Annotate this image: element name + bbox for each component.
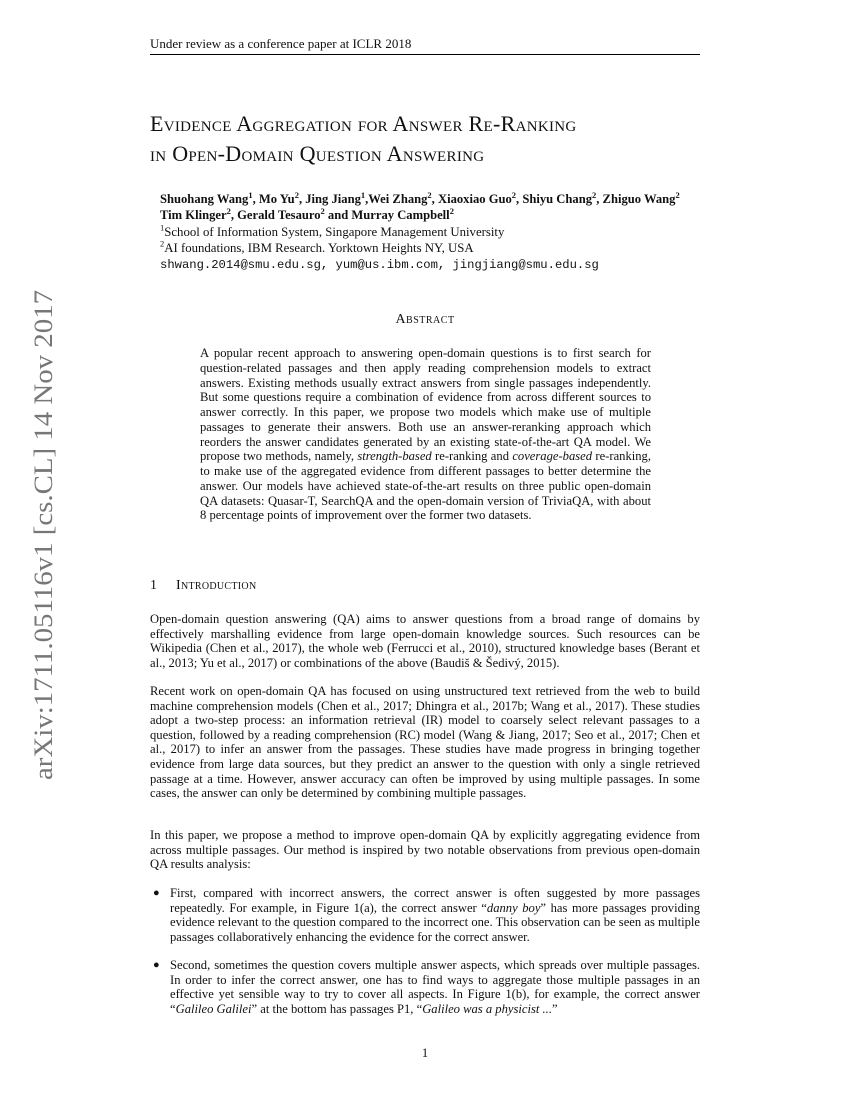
running-head: Under review as a conference paper at ICLR 2018 [150, 36, 412, 51]
affiliation-text: School of Information System, Singapore Management University [164, 225, 505, 239]
author-name: Zhiguo Wang [602, 192, 676, 206]
paper-title-line-1: Evidence Aggregation for Answer Re-Ranking [150, 111, 577, 136]
body-paragraph: Open-domain question answering (QA) aims to answer questions from a broad range of domains by effectively marshalling evidence from large open-domain knowledge sources. Such resources can be Wikipedia (Chen et al., 2017), the whole web (Ferrucci et al., 2010), structured knowledge bases (Berant et al., 2013; Yu et al., 2017) or combinations of the above (Baudiš & Šedivý, 2015). [150, 612, 700, 670]
author-emails: shwang.2014@smu.edu.sg, yum@us.ibm.com, jingjiang@smu.edu.sg [160, 258, 599, 272]
arxiv-stamp [20, 290, 64, 780]
arxiv-identifier: arXiv:1711.05116v1 [cs.CL] 14 Nov 2017 [29, 338, 58, 780]
bullet-text: ” has more passages providing evidence relevant to the question compared to the incorrect one. This observation can be seen as multiple passages collaboratively enhancing the evidence for the correct answer. [170, 900, 700, 944]
bullet-icon: ● [153, 887, 160, 899]
bullet-text: First, compared with incorrect answers, the correct answer is often suggested by more passages repeatedly. For example, in Figure 1(a), the correct answer “ [170, 886, 700, 915]
author-affiliation-mark: 2 [427, 189, 432, 200]
affiliation-2 [160, 240, 474, 256]
bullet-text: ” [551, 1001, 558, 1016]
bullet-text: Second, sometimes the question covers multiple answer aspects, which spreads over multiple passages. In order to infer the correct answer, one has to find ways to aggregate those multiple passages in an effective yet sensible way to try to cover all aspects. In Figure 1(b), for example, the correct answer “ [170, 958, 700, 1016]
abstract-heading: Abstract [395, 312, 455, 327]
abstract-text: re-ranking, to make use of the aggregated evidence from different passages to better determine the answer. Our models have achieved state-of-the-art results on three public open-domain QA datasets: Quasar-T, SearchQA and the open-domain version of TriviaQA, with about 8 percentage points of improvement over the former two datasets. [200, 449, 651, 523]
abstract-body [200, 346, 651, 523]
page-number: 1 [421, 1046, 429, 1060]
bullet-icon: ● [153, 959, 160, 971]
author-affiliation-mark: 2 [294, 189, 299, 200]
author-affiliation-mark: 2 [320, 205, 325, 216]
bullet-emphasis: Galileo Galilei [175, 1001, 252, 1016]
author-name: Shiyu Chang [522, 192, 592, 206]
bullet-item [170, 886, 700, 944]
author-name: Gerald Tesauro [237, 208, 321, 222]
body-paragraph: Recent work on open-domain QA has focused on using unstructured text retrieved from the web to build machine comprehension models (Chen et al., 2017; Dhingra et al., 2017b; Wang et al., 2017). These studies adopt a two-step process: an information retrieval (IR) model to coarsely select relevant passages to a question, followed by a reading comprehension (RC) model (Wang & Jiang, 2017; Seo et al., 2017; Chen et al., 2017) to infer an answer from the passages. These studies have made progress in bringing together evidence from large data sources, but they predict an answer to the question with only a single retrieved passage at a time. However, answer accuracy can often be improved by using multiple passages. In some cases, the answer can only be determined by combining multiple passages. [150, 684, 700, 801]
affiliation-number: 2 [160, 238, 165, 249]
body-paragraph: In this paper, we propose a method to improve open-domain QA by explicitly aggregating evidence from across multiple passages. Our method is inspired by two notable observations from previous open-domain QA results analysis: [150, 828, 700, 872]
section-heading [150, 578, 256, 594]
author-name: Mo Yu [258, 192, 295, 206]
author-affiliation-mark: 2 [449, 205, 454, 216]
bullet-item [170, 958, 700, 1016]
author-list-line-1: Shuohang Wang$^1$, Mo Yu$^2$, Jing Jiang$^1$,Wei Zhang$^2$, Xiaoxiao Guo$^2$, Shiyu Chang$^2$, Zhiguo Wang$^2$ [160, 189, 680, 206]
abstract-emphasis: strength-based [357, 449, 432, 464]
abstract-text: A popular recent approach to answering open-domain questions is to first search for question-related passages and then apply reading comprehension models to extract answers. Existing methods usually extract answers from single passages independently. But some questions require a combination of evidence from across different sources to answer correctly. In this paper, we propose two models which make use of multiple passages to generate their answers. Both use an answer-reranking approach which reorders the answer candidates generated by an existing state-of-the-art QA model. We propose two methods, namely, [200, 346, 651, 464]
author-affiliation-mark: 1 [360, 189, 366, 200]
affiliation-number: 1 [160, 222, 165, 233]
header-rule [150, 54, 700, 55]
author-affiliation-mark: 2 [226, 205, 231, 216]
author-name: Wei Zhang [368, 192, 428, 206]
author-name: Jing Jiang [305, 192, 361, 206]
author-affiliation-mark: 2 [511, 189, 517, 200]
author-list-line-2: Tim Klinger$^2$, Gerald Tesauro$^2$ and Murray Campbell$^2$ [160, 205, 454, 222]
bullet-text: ” at the bottom has passages P1, “ [251, 1001, 423, 1016]
author-affiliation-mark: 1 [248, 189, 253, 200]
author-affiliation-mark: 2 [675, 189, 680, 200]
section-title: Introduction [176, 578, 257, 593]
affiliation-1 [160, 224, 504, 240]
author-name: Xiaoxiao Guo [437, 192, 512, 206]
abstract-text: re-ranking and [431, 449, 513, 464]
abstract-emphasis: coverage-based [512, 449, 593, 464]
author-affiliation-mark: 2 [592, 189, 597, 200]
bullet-emphasis: danny boy [486, 900, 541, 915]
author-name: Shuohang Wang [160, 192, 249, 206]
section-number: 1 [150, 578, 158, 593]
affiliation-text: AI foundations, IBM Research. Yorktown Heights NY, USA [164, 241, 474, 255]
paper-title-line-2: in Open-Domain Question Answering [150, 141, 485, 166]
bullet-emphasis: Galileo was a physicist ... [422, 1001, 552, 1016]
author-name: Tim Klinger [160, 208, 227, 222]
author-name: Murray Campbell [351, 208, 450, 222]
